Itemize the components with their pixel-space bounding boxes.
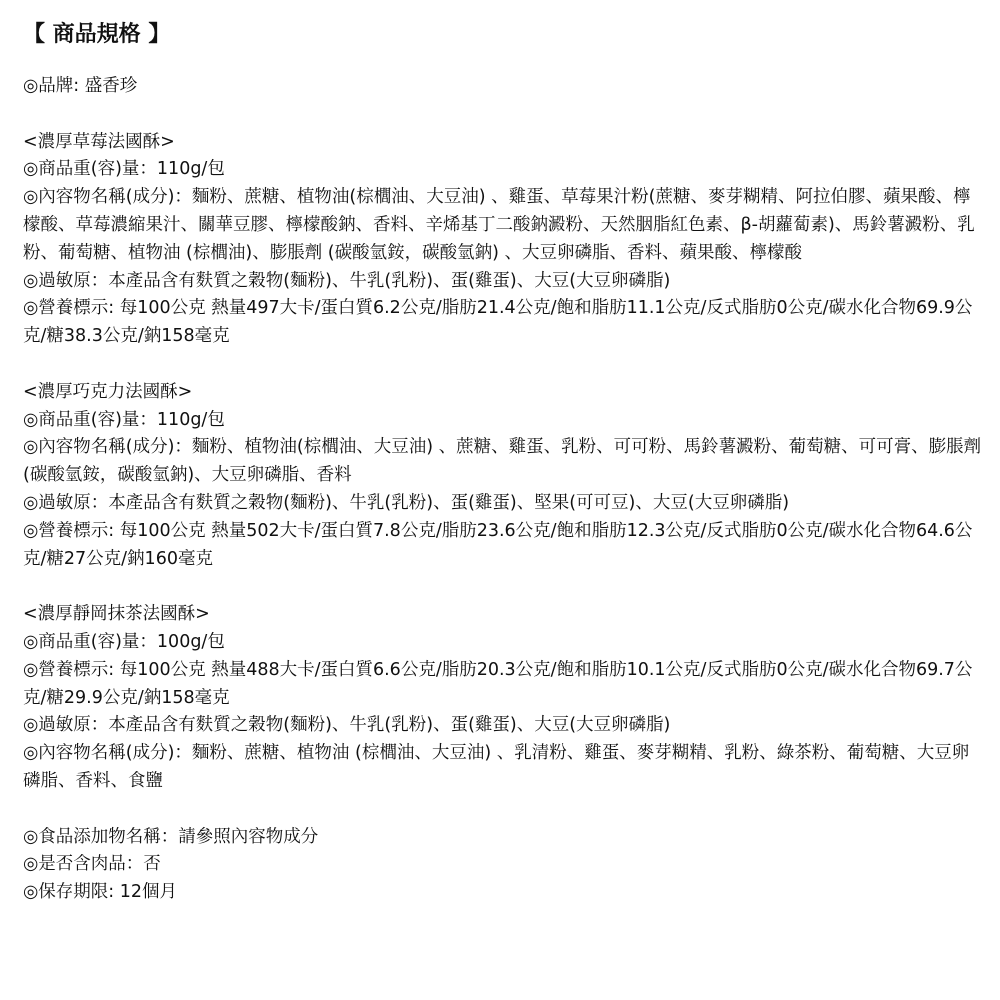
product-name: <濃厚草莓法國酥> [23, 131, 175, 152]
product-name: <濃厚巧克力法國酥> [23, 381, 193, 402]
product-ingredients: ◎內容物名稱(成分)：麵粉、植物油(棕櫚油、大豆油) 、蔗糖、雞蛋、乳粉、可可粉、馬鈴薯澱粉、葡萄糖、可可膏、膨脹劑 (碳酸氫銨，碳酸氫鈉)、大豆卵磷脂、香料 [23, 437, 987, 486]
product-name: <濃厚靜岡抹茶法國酥> [23, 604, 210, 625]
product-section-strawberry [23, 129, 983, 351]
product-nutrition: ◎營養標示: 每100公克 熱量497大卡/蛋白質6.2公克/脂肪21.4公克/飽和脂肪11.1公克/反式脂肪0公克/碳水化合物69.9公克/糖38.3公克/鈉158毫克 [23, 298, 973, 347]
product-weight: ◎商品重(容)量：110g/包 [23, 159, 225, 180]
food-additive-line: ◎食品添加物名稱：請參照內容物成分 [23, 826, 319, 847]
product-section-chocolate [23, 379, 987, 574]
product-section-matcha [23, 601, 983, 796]
product-nutrition: ◎營養標示: 每100公克 熱量488大卡/蛋白質6.6公克/脂肪20.3公克/飽和脂肪10.1公克/反式脂肪0公克/碳水化合物69.7公克/糖29.9公克/鈉158毫克 [23, 659, 973, 708]
product-weight: ◎商品重(容)量：100g/包 [23, 631, 225, 652]
product-allergens: ◎過敏原：本產品含有麩質之穀物(麵粉)、牛乳(乳粉)、蛋(雞蛋)、大豆(大豆卵磷脂) [23, 270, 671, 291]
spec-document [23, 18, 987, 907]
product-weight: ◎商品重(容)量：110g/包 [23, 409, 225, 430]
product-nutrition: ◎營養標示: 每100公克 熱量502大卡/蛋白質7.8公克/脂肪23.6公克/飽和脂肪12.3公克/反式脂肪0公克/碳水化合物64.6公克/糖27公克/鈉160毫克 [23, 520, 973, 569]
product-ingredients: ◎內容物名稱(成分)：麵粉、蔗糖、植物油 (棕櫚油、大豆油) 、乳清粉、雞蛋、麥芽糊精、乳粉、綠茶粉、葡萄糖、大豆卵磷脂、香料、食鹽 [23, 743, 970, 791]
product-allergens: ◎過敏原：本產品含有麩質之穀物(麵粉)、牛乳(乳粉)、蛋(雞蛋)、堅果(可可豆)、大豆(大豆卵磷脂) [23, 492, 790, 513]
product-allergens: ◎過敏原：本產品含有麩質之穀物(麵粉)、牛乳(乳粉)、蛋(雞蛋)、大豆(大豆卵磷脂) [23, 715, 671, 736]
page-title: 【 商品規格 】 [23, 22, 171, 47]
footer-info [23, 824, 983, 907]
meat-content-line: ◎是否含肉品：否 [23, 854, 161, 875]
product-ingredients: ◎內容物名稱(成分)：麵粉、蔗糖、植物油(棕櫚油、大豆油) 、雞蛋、草莓果汁粉(蔗糖、麥芽糊精、阿拉伯膠、蘋果酸、檸檬酸、草莓濃縮果汁、關華豆膠、檸檬酸鈉、香料、辛烯基丁二酸鈉澱粉、天然胭脂紅色素、β-胡蘿蔔素)、馬鈴薯澱粉、乳粉、葡萄糖、植物油 (棕櫚油)、膨脹劑 (碳酸氫銨，碳酸氫鈉) 、大豆卵磷脂、香料、蘋果酸、檸檬酸 [23, 187, 975, 263]
shelf-life-line: ◎保存期限: 12個月 [23, 882, 177, 903]
brand-line: ◎品牌: 盛香珍 [23, 76, 138, 96]
